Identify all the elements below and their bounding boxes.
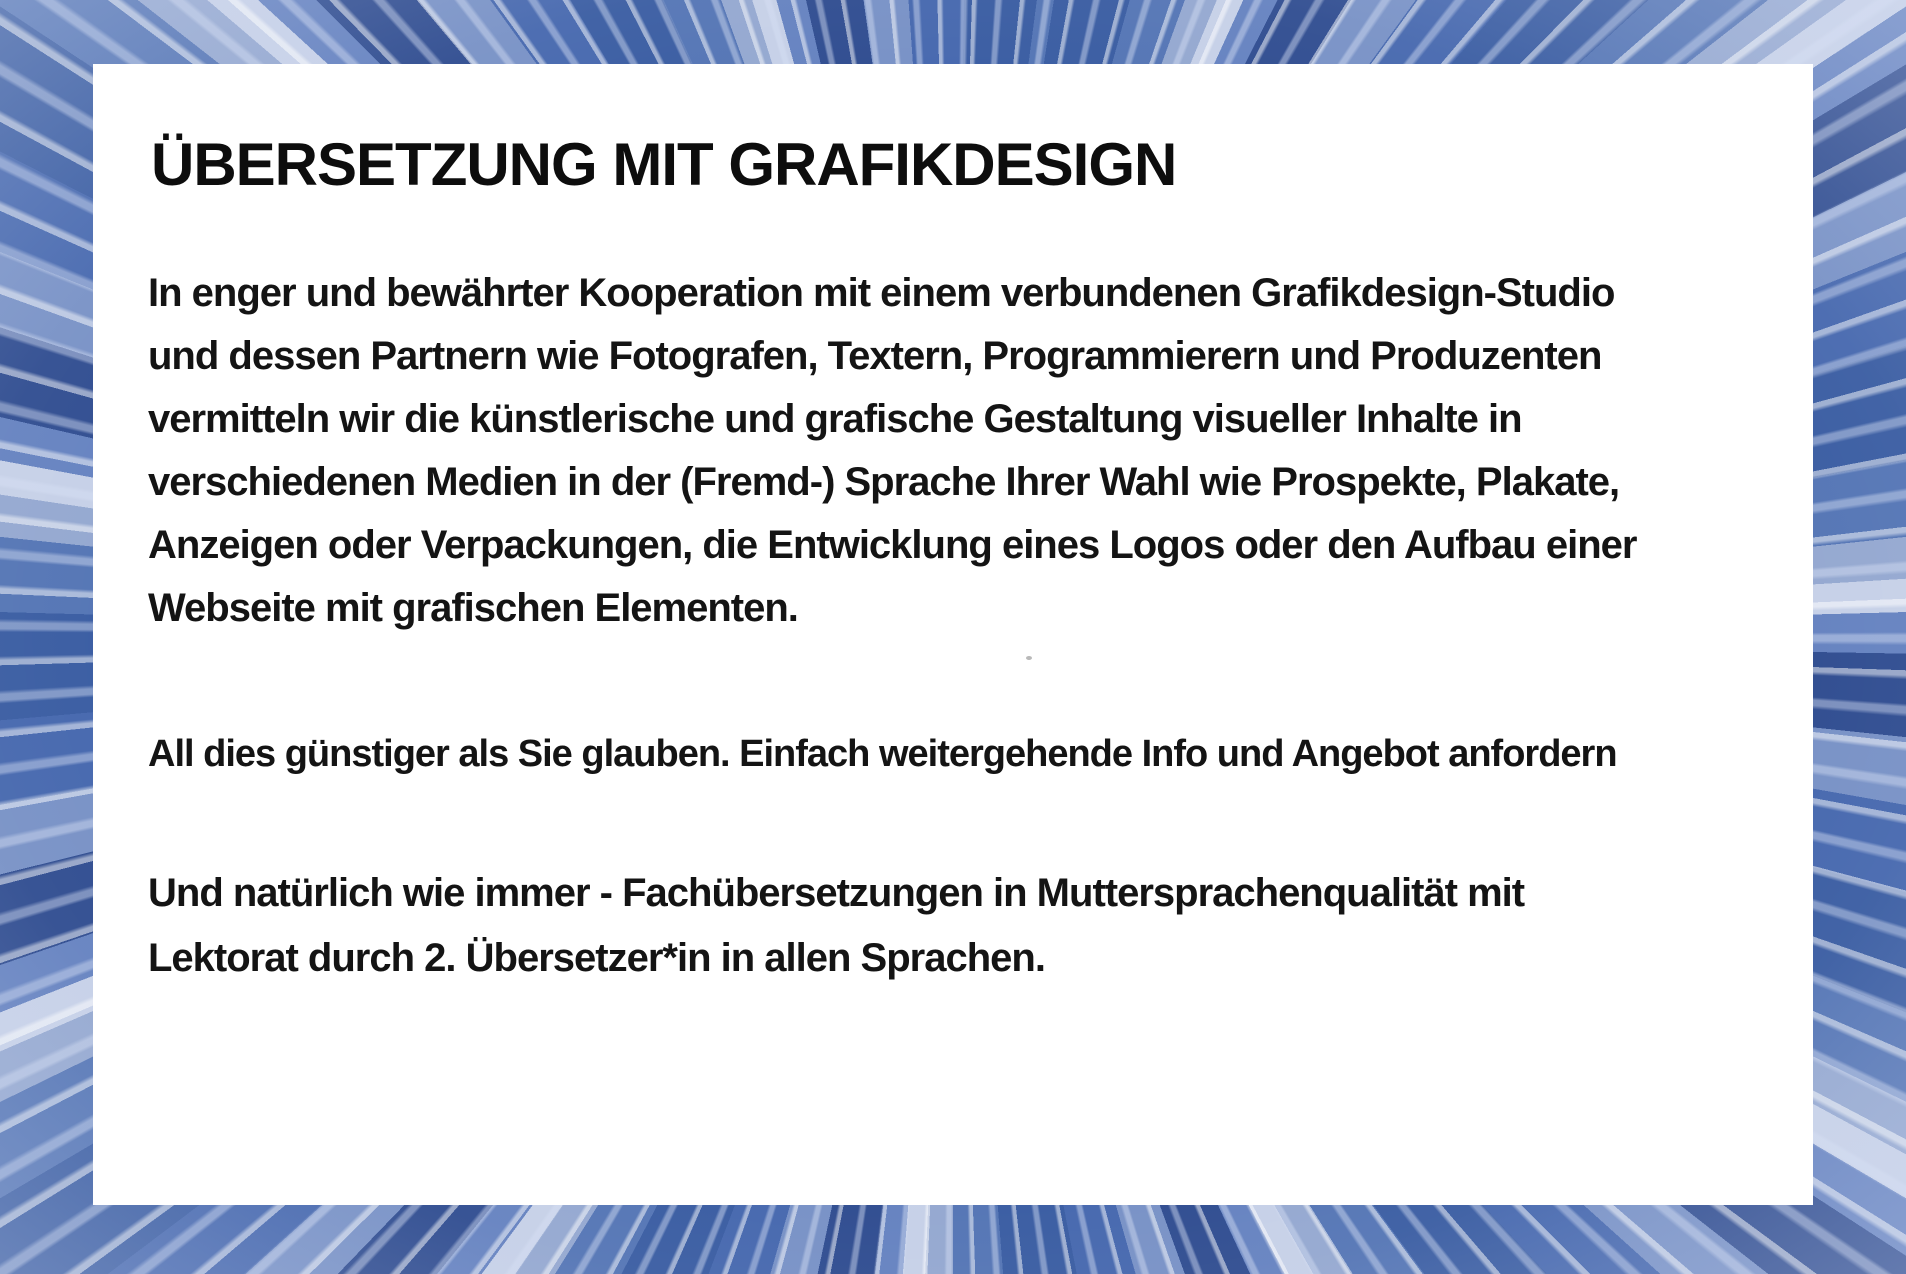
offer-paragraph bbox=[148, 724, 1617, 784]
paragraph-line: verschiedenen Medien in der (Fremd-) Sprache Ihrer Wahl wie Prospekte, Plakate, bbox=[148, 460, 1620, 504]
content-card bbox=[93, 64, 1813, 1205]
paragraph-line: Und natürlich wie immer - Fachübersetzungen in Muttersprachenqualität mit bbox=[148, 871, 1525, 915]
page-title: ÜBERSETZUNG MIT GRAFIKDESIGN bbox=[151, 131, 1177, 198]
paragraph-line: vermitteln wir die künstlerische und grafische Gestaltung visueller Inhalte in bbox=[148, 397, 1522, 441]
paragraph-line: Lektorat durch 2. Übersetzer*in in allen Sprachen. bbox=[148, 936, 1045, 980]
paragraph-line: Anzeigen oder Verpackungen, die Entwicklung eines Logos oder den Aufbau einer bbox=[148, 523, 1637, 567]
paragraph-line: All dies günstiger als Sie glauben. Einfach weitergehende Info und Angebot anfordern bbox=[148, 733, 1617, 775]
intro-paragraph bbox=[148, 262, 1636, 640]
closing-paragraph bbox=[148, 861, 1524, 991]
scan-artifact-dot bbox=[1026, 656, 1032, 660]
paragraph-line: Webseite mit grafischen Elementen. bbox=[148, 586, 798, 630]
paragraph-line: In enger und bewährter Kooperation mit einem verbundenen Grafikdesign-Studio bbox=[148, 271, 1615, 315]
paragraph-line: und dessen Partnern wie Fotografen, Textern, Programmierern und Produzenten bbox=[148, 334, 1602, 378]
